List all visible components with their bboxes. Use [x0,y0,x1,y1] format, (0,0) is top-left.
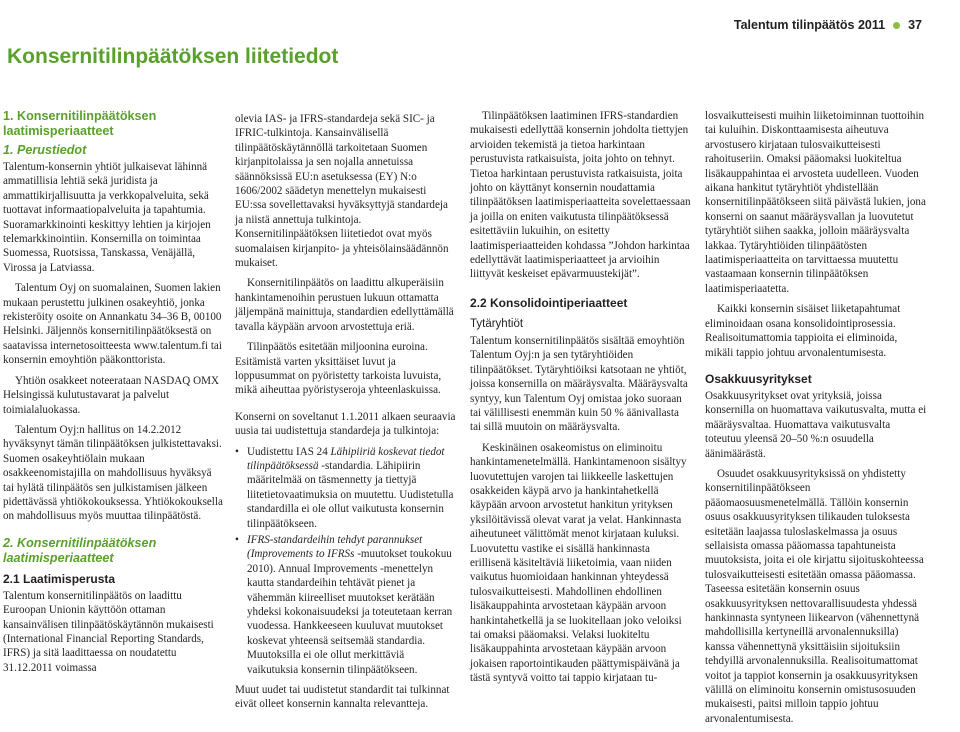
paragraph: losvaikutteisesti muihin liiketoiminnan tuottoihin tai kuluihin. Diskonttaamisesta aiheutuva arvostusero kirjataan tulosvaikutteisesti rahoituseriin. Omaksi pääomaksi luokiteltua lisäkauppahintaa ei arvosteta uudelleen. Vuoden aikana hankitut tytäryhtiöt yhdistellään konsernitilinpäätökseen siitä päivästä lukien, jona konserni on saanut määräysvallan ja luovutetut tytäryhtiöt siihen saakka, jolloin määräysvalta lakkaa. Tytäryhtiöiden tilinpäätösten laatimisperiaatteita on tarvittaessa muutettu vastaamaan konsernin tilinpäätöksen laatimisperiaatetta. [705,110,926,295]
paragraph: Talentum Oyj:n hallitus on 14.2.2012 hyväksynyt tämän tilinpäätöksen julkistettavaksi. Suomen osakeyhtiölain mukaan osakkeenomistajilla on mahdollisuus hyväksyä tai hylätä tilinpäätös sen julkistamisen jälkeen pidettävässä yhtiökokouksessa. Yhtiökokouksella on mahdollisuus myös muuttaa tilinpäätöstä. [3,423,223,523]
section-heading-1-line1: 1. Konsernitilinpäätöksen [3,109,157,123]
section-heading-1 [3,109,225,139]
paragraph: olevia IAS- ja IFRS-standardeja sekä SIC- ja IFRIC-tulkintoja. Kansainvälisellä tilinpäätöskäytännöllä tarkoitetaan Suomen kirjanpitolaissa ja sen nojalla annetuissa säännöksissä EU:n asetuksessa (EY) N:o 1606/2002 säädetyn menettelyn mukaisesti EU:ssa sovellettavaksi hyväksyttyjä standardeja ja niistä annettuja tulkintoja. Konsernitilinpäätöksen liitetiedot ovat myös suomalaisen kirjanpito- ja yhteisölainsäädännön mukaiset. [235,113,449,270]
paragraph: Yhtiön osakkeet noteerataan NASDAQ OMX Helsingissä kulutustavarat ja palvelut toimialaluokassa. [3,374,219,416]
paragraph: Keskinäinen osakeomistus on eliminoitu hankintamenetelmällä. Hankintamenoon sisältyy luovutettujen varojen tai liikkeelle laskettujen osakkeiden käypä arvo ja hankintahetkellä käypään arvoon arvostetut hankitun yrityksen yksilöitävissä olevat varat ja velat. Hankinnasta aiheutuneet välittömät menot kirjataan kuluksi. Luovutettu vastike ei sisällä hankinnasta erillisenä käsiteltäviä liiketoimia, vaan niiden vaikutus huomioidaan hankinnan yhteydessä tulosvaikutteisesti. Mahdollinen ehdollinen lisäkauppahinta arvostetaan käypään arvoon hankintahetkellä ja se luokitellaan joko veloiksi tai omaksi pääomaksi. Velaksi luokiteltu lisäkauppahinta arvostetaan käypään arvoon jokaisen raportointikauden päättymispäivänä ja tästä syntyvä voitto tai tappio kirjataan tu- [470,441,687,685]
subsection-heading-konsolidointi: 2.2 Konsolidointiperiaatteet [470,295,628,310]
column-4 [705,109,927,732]
subsection-heading-osakkuusyritykset: Osakkuusyritykset [705,371,812,386]
section-heading-1-line2: laatimisperiaatteet [3,124,114,138]
subsection-heading-tytaryhtiot: Tytäryhtiöt [470,317,524,330]
paragraph: Konsernitilinpäätös on laadittu alkuperäisiin hankintamenoihin perustuen lukuun ottamatta jäljempänä mainittuja, standardien edellyttämällä tavalla käypään arvoon arvostettuja eriä. [235,277,454,333]
page-number: 37 [908,18,922,32]
section-heading-2-line1: 2. Konsernitilinpäätöksen [3,535,157,550]
paragraph: Konserni on soveltanut 1.1.2011 alkaen seuraavia uusia tai uudistettuja standardeja ja tulkintoja: [235,410,456,438]
paragraph: Talentum-konsernin yhtiöt julkaisevat lähinnä ammatillisia lehtiä sekä juridista ja ammattikirjallisuutta ja verkkopalveluita, sekä tuottavat informaatiopalveluita ja tapahtumia. Suoramarkkinointi keskittyy lehtien ja kirjojen telemarkkinointiin. Konsernilla on toimintaa Suomessa, Ruotsissa, Tanskassa, Venäjällä, Virossa ja Latviassa. [3,161,211,274]
column-2 [235,112,457,718]
list-item: • Uudistettu IAS 24 Lähipiiriä koskevat tiedot tilinpäätöksessä -standardia. Lähipiirin määritelmää on täsmennetty ja tiettyjä liitetietovaatimuksia on muutettu. Uudistetulla standardilla ei ole ollut vaikutusta konsernin tilinpäätökseen. [235,445,457,531]
paragraph: Talentum konsernitilinpäätös on laadittu Euroopan Unionin käyttöön ottaman kansainvälisen tilinpäätöskäytännön mukaisesti (International Financial Reporting Standards, IFRS) ja sitä laadittaessa on noudatettu 31.12.2011 voimassa [3,589,214,674]
column-1 [3,109,225,681]
list-item: • IFRS-standardeihin tehdyt parannukset (Improvements to IFRSs -muutokset toukokuu 2010). Annual Improvements -menettelyn kautta standardeihin tehtävät pienet ja vähemmän kiireelliset muutokset kerätään yhdeksi kokonaisuudeksi ja toteutetaan kerran vuodessa. Hankkeeseen kuuluvat muutokset koskevat yhteensä seitsemää standardia. Muutoksilla ei ole ollut merkittäviä vaikutuksia konsernin tilinpäätökseen. [235,533,457,677]
paragraph: Muut uudet tai uudistetut standardit tai tulkinnat eivät olleet konsernin kannalta relevantteja. [235,684,450,711]
subsection-heading-perustiedot: 1. Perustiedot [3,143,87,157]
bullet-list [235,445,457,678]
paragraph: Tilinpäätöksen laatiminen IFRS-standardien mukaisesti edellyttää konsernin johdolta tiettyjen arvioiden tekemistä ja tietoa harkintaan perustuvista ratkaisuista, joita johto on tehnyt. Tietoa harkintaan perustuvista ratkaisuista, joita johto on käyttänyt konsernin noudattamia tilinpäätöksen laatimisperiaatteita sovelettaessaan ja joilla on eniten vaikutusta tilinpäätöksessä esitettäviin lukuihin, on esitetty laatimisperiaatteiden kohdassa ”Johdon harkintaa edellyttävät laatimisperiaatteet ja arvioihin liittyvät keskeiset epävarmuustekijät”. [470,110,691,281]
section-heading-2 [3,536,225,566]
section-heading-2-line2: laatimisperiaatteet [3,550,114,565]
paragraph: Kaikki konsernin sisäiset liiketapahtumat eliminoidaan osana konsolidointiprosessia. Realisoitumattomia tappioita ei eliminoida, mikäli tappio johtuu arvonalentumisesta. [705,303,901,359]
paragraph: Talentum konsernitilinpäätös sisältää emoyhtiön Talentum Oyj:n ja sen tytäryhtiöiden tilinpäätökset. Tytäryhtiöiksi katsotaan ne yhtiöt, joissa konsernilla on määräysvalta. Määräysvalta syntyy, kun Talentum Oyj omistaa joko suoraan tai välillisesti enemmän kuin 50 % äänivallasta tai sillä muutoin on määräysvalta. [470,334,688,434]
paragraph: Tilinpäätös esitetään miljoonina euroina. Esitämistä varten yksittäiset luvut ja loppusummat on pyöristetty tarkoista luvuista, mikä aiheuttaa pyöristyseroja yhteenlaskuissa. [235,341,442,397]
subsection-heading-laatimisperusta: 2.1 Laatimisperusta [3,571,116,586]
page-header [734,18,922,32]
page-title: Konsernitilinpäätöksen liitetiedot [7,45,339,68]
paragraph: Talentum Oyj on suomalainen, Suomen lakien mukaan perustettu julkinen osakeyhtiö, jonka rekisteröity osoite on Annankatu 34–36 B, 00100 Helsinki. Jäljennös konsernitilinpäätöksestä on saatavissa internetosoitteesta www.talentum.fi tai konsernin emoyhtiön pääkonttorista. [3,282,222,367]
publication-title: Talentum tilinpäätös 2011 [733,18,886,32]
paragraph: Osuudet osakkuusyrityksissä on yhdistetty konsernitilinpäätökseen pääomaosuusmenetelmällä. Tällöin konsernin osuus osakkuusyrityksen tilikauden tuloksesta esitetään laajassa tuloslaskelmassa ja osuus sellaisista omassa pääomassa tapahtuneista muutoksista, joita ei ole kirjattu sijoituskohteessa tulosvaikutteisesti esitetään omassa pääomassa. Taseessa esitetään konsernin osuus osakkuusyrityksen nettovarallisuudesta yhdessä hankinnasta syntyneen liikearvon (vähennettynä mahdollisilla kertyneillä arvonalennuksilla) kanssa vähennettynä yksittäisiin sijoituksiin tehdyillä arvonalennuksilla. Realisoitumattomat voitot ja tappiot konsernin ja osakkuusyrityksen välillä on eliminoitu konsernin omistusosuuden mukaisesti, paitsi milloin tappio johtuu arvonalentumisesta. [705,467,924,725]
bullet-dot-icon [893,22,900,29]
paragraph: Osakkuusyritykset ovat yrityksiä, joissa konsernilla on huomattava vaikutusvalta, mutta ei määräysvaltaa. Huomattava vaikutusvalta toteutuu yleensä 20–50 %:n osuudella äänimäärästä. [705,389,927,460]
column-3 [470,109,692,692]
